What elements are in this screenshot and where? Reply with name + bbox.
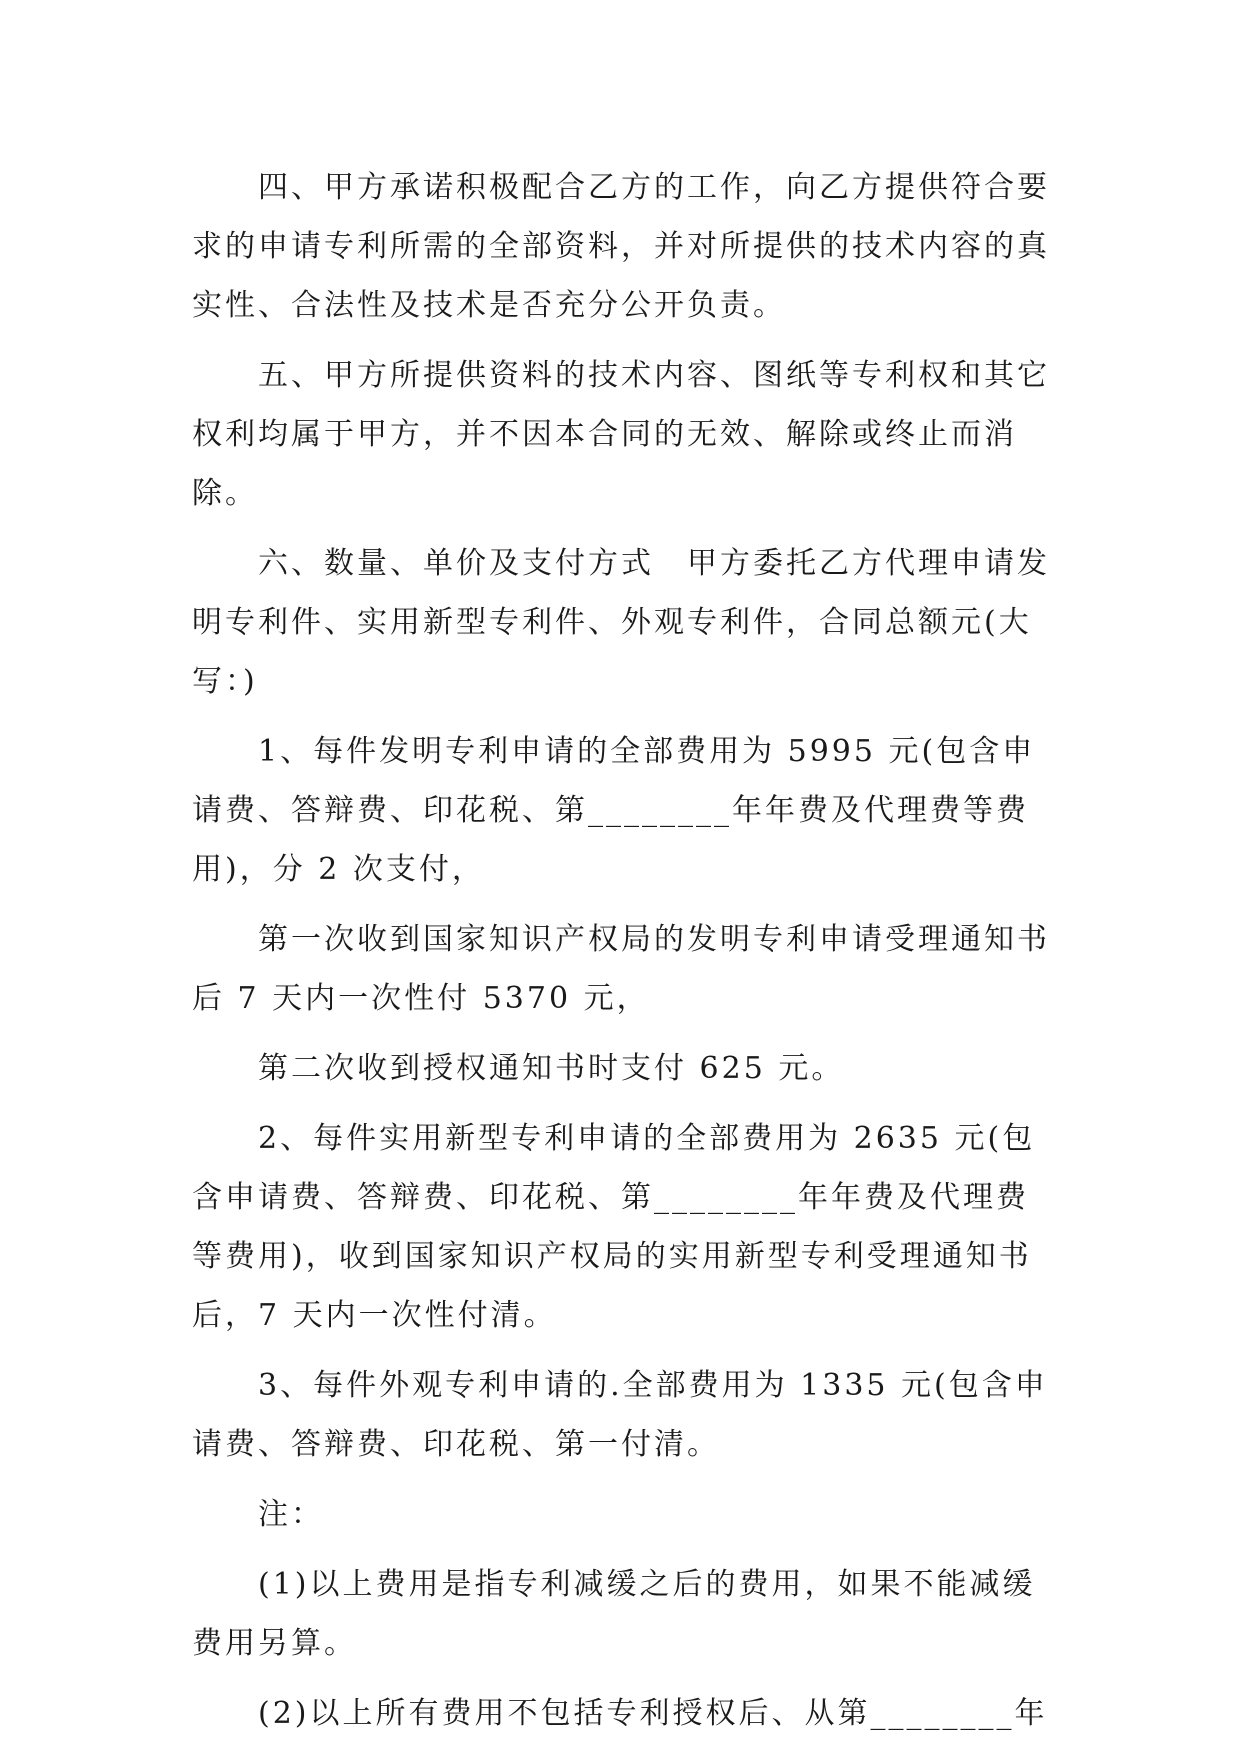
contract-text [192, 158, 1052, 1754]
item-1-second-payment-paragraph: 第二次收到授权通知书时支付 625 元。 [258, 1051, 845, 1086]
item-3-design-fee-paragraph: 3、每件外观专利申请的.全部费用为 1335 元(包含申请费、答辩费、印花税、第一付清。 [192, 1368, 1048, 1462]
item-1-first-payment-paragraph: 第一次收到国家知识产权局的发明专利申请受理通知书后 7 天内一次性付 5370 元， [192, 922, 1050, 1016]
note-heading: 注： [258, 1497, 324, 1532]
clause-6-paragraph: 六、数量、单价及支付方式 甲方委托乙方代理申请发明专利件、实用新型专利件、外观专利件，合同总额元(大写：) [192, 546, 1050, 699]
note-2-paragraph: (2)以上所有费用不包括专利授权后、从第________年 [258, 1696, 1048, 1731]
clause-4-paragraph: 四、甲方承诺积极配合乙方的工作，向乙方提供符合要求的申请专利所需的全部资料，并对所提供的技术内容的真实性、合法性及技术是否充分公开负责。 [192, 170, 1050, 323]
item-1-invention-fee-paragraph: 1、每件发明专利申请的全部费用为 5995 元(包含申请费、答辩费、印花税、第________年年费及代理费等费用)，分 2 次支付， [192, 734, 1036, 887]
note-1-paragraph: (1)以上费用是指专利减缓之后的费用，如果不能减缓费用另算。 [192, 1567, 1036, 1661]
clause-5-paragraph: 五、甲方所提供资料的技术内容、图纸等专利权和其它权利均属于甲方，并不因本合同的无效、解除或终止而消除。 [192, 358, 1050, 511]
item-2-utility-model-fee-paragraph: 2、每件实用新型专利申请的全部费用为 2635 元(包含申请费、答辩费、印花税、第________年年费及代理费等费用)，收到国家知识产权局的实用新型专利受理通知书后，7 天内一次性付清。 [192, 1121, 1036, 1333]
